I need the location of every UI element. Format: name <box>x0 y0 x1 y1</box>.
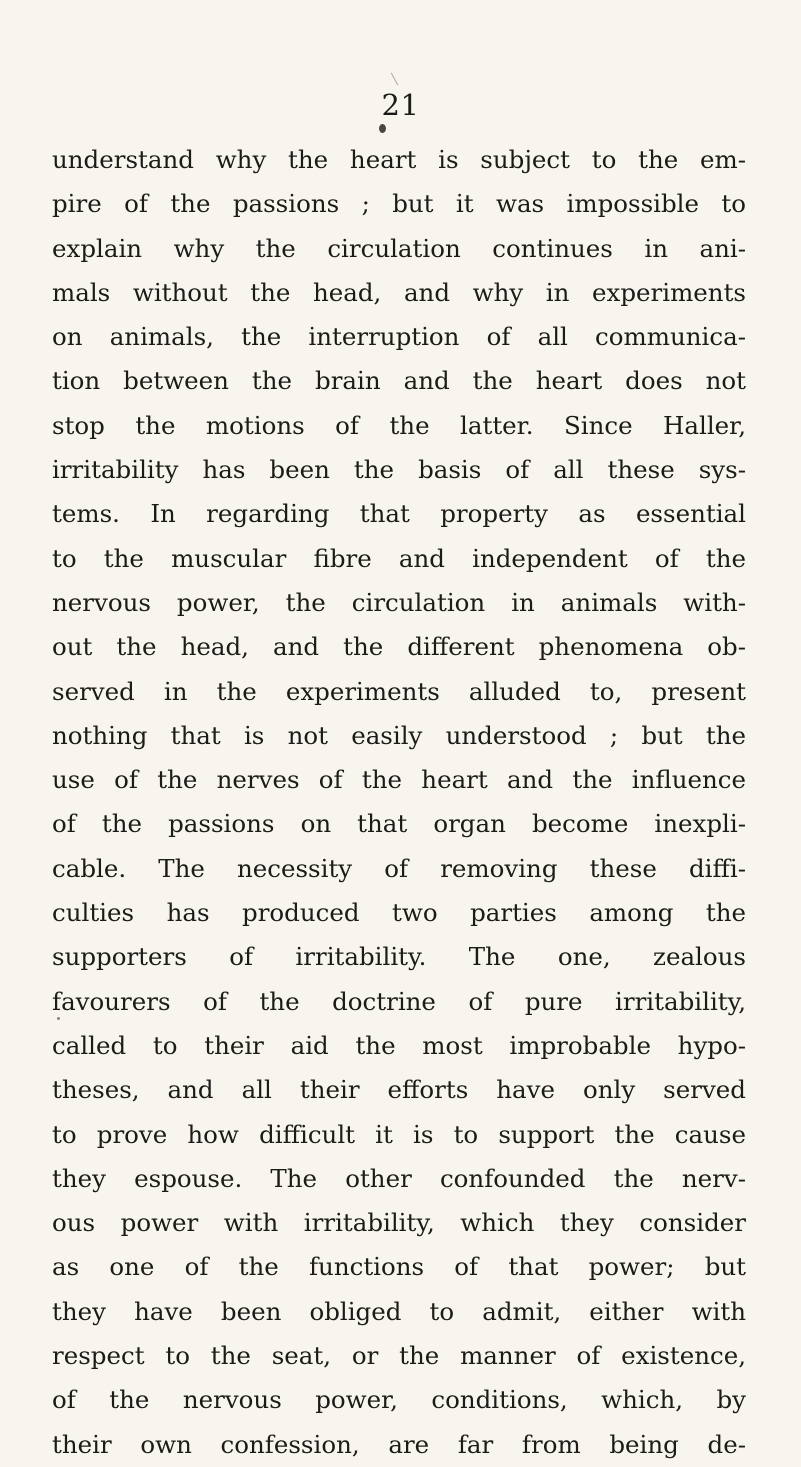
ink-dot <box>379 124 386 133</box>
text-line: supporters of irritability. The one, zealous <box>52 942 746 972</box>
text-line: nervous power, the circulation in animals with- <box>52 587 746 617</box>
text-line: theses, and all their efforts have only served <box>52 1075 746 1105</box>
text-line: culties has produced two parties among the <box>52 898 746 928</box>
text-line: their own confession, are far from being de- <box>52 1429 746 1459</box>
text-line: on animals, the interruption of all communica- <box>52 322 746 352</box>
page-number: 21 <box>381 88 420 122</box>
text-line: cable. The necessity of removing these diffi- <box>52 853 746 883</box>
text-line: respect to the seat, or the manner of existence, <box>52 1341 746 1371</box>
text-line: as one of the functions of that power; but <box>52 1252 746 1282</box>
text-line: tion between the brain and the heart does not <box>52 366 746 396</box>
body-text <box>52 138 746 1467</box>
text-line: pire of the passions ; but it was impossible to <box>52 189 746 219</box>
text-line: tems. In regarding that property as essential <box>52 499 746 529</box>
text-line: out the head, and the different phenomena ob- <box>52 632 746 662</box>
text-line: irritability has been the basis of all these sys- <box>52 455 746 485</box>
text-line: nothing that is not easily understood ; but the <box>52 720 746 750</box>
text-line: favourers of the doctrine of pure irritability, <box>52 986 746 1016</box>
text-line: to the muscular fibre and independent of the <box>52 543 746 573</box>
text-line: explain why the circulation continues in ani- <box>52 233 746 263</box>
text-line: of the nervous power, conditions, which, by <box>52 1385 746 1415</box>
text-line: of the passions on that organ become inexpli- <box>52 809 746 839</box>
text-line: ous power with irritability, which they consider <box>52 1208 746 1238</box>
text-line: they have been obliged to admit, either with <box>52 1296 746 1326</box>
text-line: they espouse. The other confounded the nerv- <box>52 1163 746 1193</box>
text-line: served in the experiments alluded to, present <box>52 676 746 706</box>
text-line: mals without the head, and why in experiments <box>52 277 746 307</box>
text-line: use of the nerves of the heart and the influence <box>52 765 746 795</box>
text-line: to prove how difficult it is to support the cause <box>52 1119 746 1149</box>
text-line: understand why the heart is subject to the em- <box>52 145 746 174</box>
text-line: called to their aid the most improbable hypo- <box>52 1030 746 1060</box>
scan-mark <box>391 73 398 86</box>
text-line: stop the motions of the latter. Since Haller, <box>52 410 746 440</box>
